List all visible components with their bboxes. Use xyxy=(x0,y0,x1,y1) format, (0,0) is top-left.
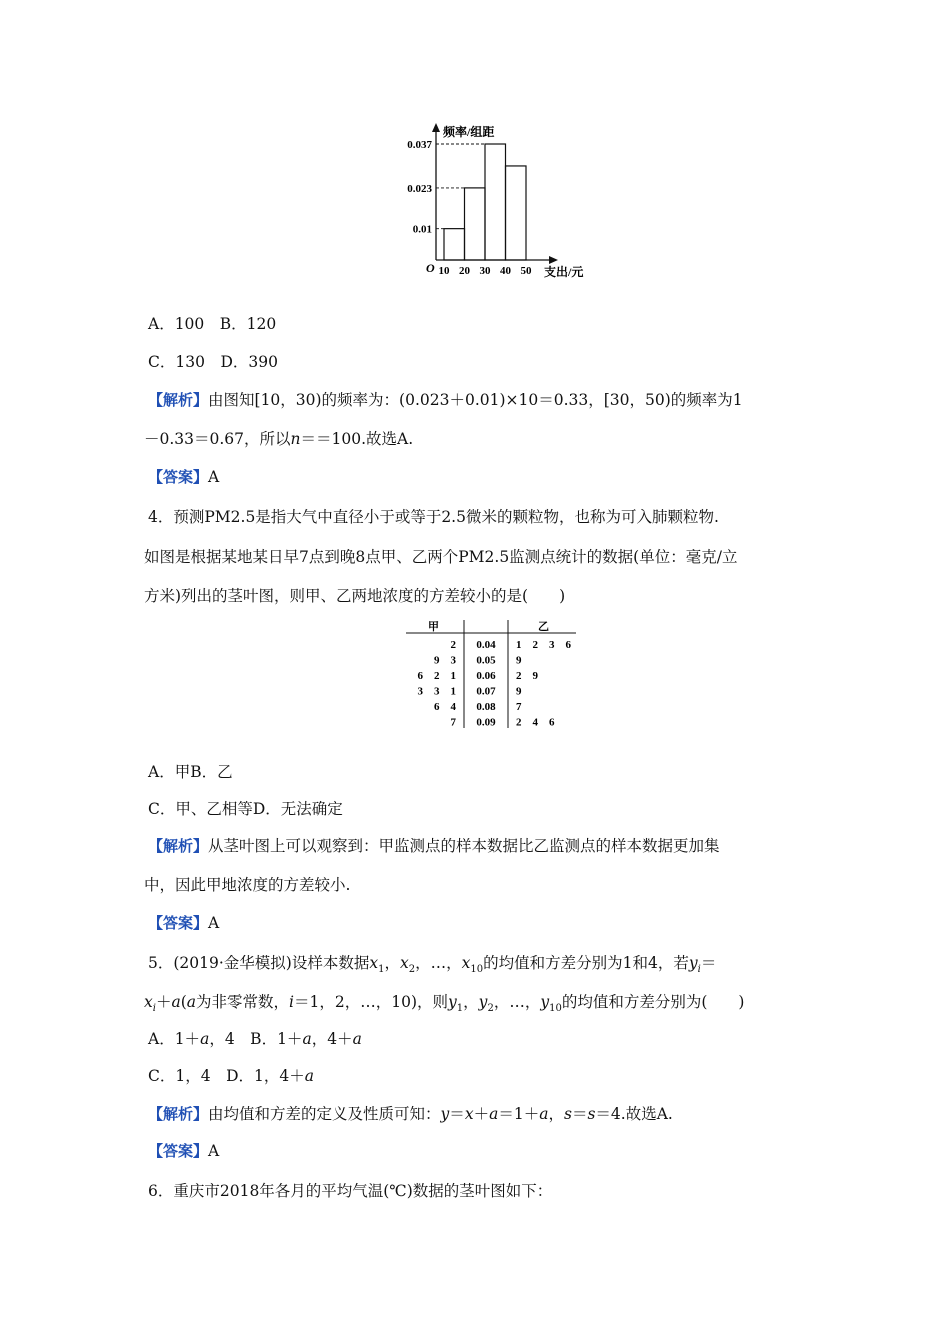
q3-analysis-line2: －0.33＝0.67，所以n＝＝100.故选A. xyxy=(144,430,414,448)
y-axis-arrow xyxy=(432,123,440,132)
stem-left-leaves: 3 3 1 xyxy=(417,685,456,698)
q6-stem-line1: 6．重庆市2018年各月的平均气温(℃)数据的茎叶图如下： xyxy=(148,1182,553,1200)
q5-option-c-d: C．1，4 D．1，4＋a xyxy=(148,1067,314,1085)
stem-right-leaves: 9 xyxy=(516,685,522,698)
y-axis-title: 频率/组距 xyxy=(443,125,495,139)
analysis-tag: 【解析】 xyxy=(148,837,209,855)
q5-option-a-b: A．1＋a，4 B．1＋a，4＋a xyxy=(148,1030,362,1048)
stem-header-left: 甲 xyxy=(428,621,439,633)
x-tick-label: 40 xyxy=(500,265,511,277)
stem-value: 0.06 xyxy=(476,670,496,682)
q4-option-c-d: C．甲、乙相等D．无法确定 xyxy=(148,800,343,818)
stem-left-leaves: 2 xyxy=(450,639,456,651)
histogram-bar xyxy=(506,166,527,260)
histogram-bar xyxy=(444,229,465,260)
q3-option-a-b: A．100 B．120 xyxy=(148,315,277,333)
q3-analysis-text: 由图知[10，30)的频率为：(0.023＋0.01)×10＝0.33，[30，50)的频率为1 xyxy=(208,391,743,409)
stem-left-leaves: 6 2 1 xyxy=(417,670,456,682)
stem-right-leaves: 7 xyxy=(516,701,522,713)
y-tick-label: 0.023 xyxy=(407,182,432,195)
frequency-histogram xyxy=(396,118,596,278)
x-tick-label: 30 xyxy=(479,265,491,277)
q5-stem-line2: $x_i+a(a$为非零常数，i＝1，2，…，10)，则$y_1$，$y_2$，…，$y_{10}$的均值和方差分别为( ) xyxy=(144,993,745,1015)
stem-right-leaves: 9 xyxy=(516,654,522,667)
answer-tag: 【答案】 xyxy=(148,914,209,932)
analysis-tag: 【解析】 xyxy=(148,1105,209,1123)
x-tick-label: 20 xyxy=(459,265,470,277)
stem-left-leaves: 9 3 xyxy=(434,654,456,667)
q3-answer: 【答案】A xyxy=(148,468,220,486)
stem-value: 0.07 xyxy=(476,685,496,698)
stem-value: 0.09 xyxy=(476,716,496,729)
q4-answer: 【答案】A xyxy=(148,914,220,932)
stem-leaf-plot xyxy=(392,616,592,732)
answer-tag: 【答案】 xyxy=(148,1142,209,1160)
q5-answer: 【答案】A xyxy=(148,1142,220,1160)
stem-right-leaves: 1 2 3 6 xyxy=(516,639,571,651)
q4-analysis-line1: 【解析】从茎叶图上可以观察到：甲监测点的样本数据比乙监测点的样本数据更加集 xyxy=(148,837,720,855)
q4-stem-line2: 如图是根据某地某日早7点到晚8点甲、乙两个PM2.5监测点统计的数据(单位：毫克/立 xyxy=(144,548,738,566)
q5-stem-line1: 5．(2019·金华模拟)设样本数据$x_1$，$x_2$，…，$x_{10}$的均值和方差分别为1和4，若$y_i=$ xyxy=(148,954,717,976)
stem-left-leaves: 6 4 xyxy=(434,701,456,713)
answer-tag: 【答案】 xyxy=(148,468,209,486)
q4-option-a-b: A．甲B．乙 xyxy=(148,763,233,781)
x-tick-label: 10 xyxy=(438,265,450,277)
y-tick-label: 0.01 xyxy=(412,223,432,236)
q4-analysis-line2: 中，因此甲地浓度的方差较小. xyxy=(144,876,351,894)
y-tick-label: 0.037 xyxy=(407,139,432,152)
x-axis-title: 支出/元 xyxy=(544,265,584,278)
x-tick-label: 50 xyxy=(520,265,532,277)
q5-analysis: 【解析】由均值和方差的定义及性质可知：y＝x＋a＝1＋a，s＝s＝4.故选A. xyxy=(148,1105,673,1123)
q3-option-c-d: C．130 D．390 xyxy=(148,353,278,371)
stem-header-right: 乙 xyxy=(538,621,549,633)
x-axis-arrow xyxy=(549,256,558,264)
stem-right-leaves: 2 9 xyxy=(516,670,538,682)
stem-left-leaves: 7 xyxy=(450,716,456,729)
q4-stem-line3: 方米)列出的茎叶图，则甲、乙两地浓度的方差较小的是( ) xyxy=(144,587,566,605)
q3-analysis-line1 xyxy=(148,388,743,410)
analysis-tag: 【解析】 xyxy=(148,391,209,409)
histogram-bar xyxy=(465,188,486,260)
stem-right-leaves: 2 4 6 xyxy=(516,716,555,729)
stem-value: 0.05 xyxy=(476,654,496,667)
stem-value: 0.04 xyxy=(476,639,496,651)
histogram-bar xyxy=(485,144,506,260)
q4-stem-line1: 4．预测PM2.5是指大气中直径小于或等于2.5微米的颗粒物，也称为可入肺颗粒物. xyxy=(148,508,719,526)
stem-value: 0.08 xyxy=(476,701,496,713)
origin-label: O xyxy=(426,261,435,275)
